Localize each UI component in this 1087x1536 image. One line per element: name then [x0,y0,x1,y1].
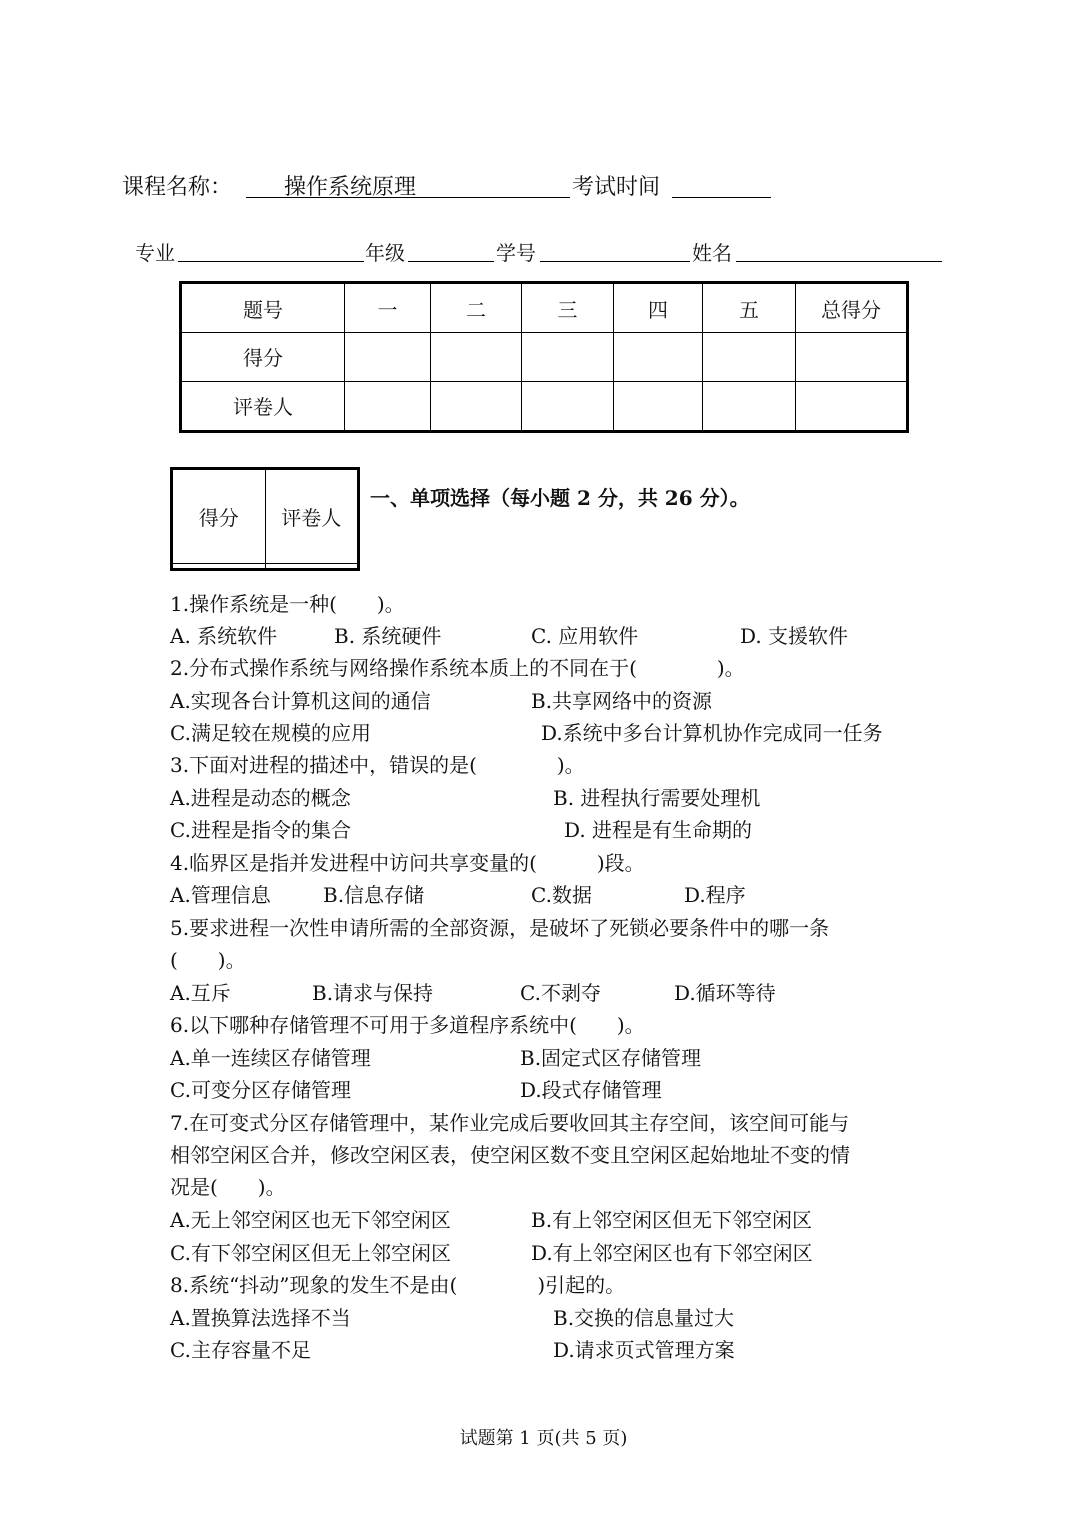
option-b: B. 进程执行需要处理机 [553,786,761,810]
question-stem: 7.在可变式分区存储管理中，某作业完成后要收回其主存空间，该空间可能与 [170,1111,850,1135]
option-d: D.循环等待 [674,981,776,1005]
table-header: 四 [614,283,703,333]
course-name-field [246,170,570,198]
option-b: B.信息存储 [323,883,425,907]
section-score-label: 得分 [172,469,266,564]
question-stem-cont: 相邻空闲区合并，修改空闲区表，使空闲区数不变且空闲区起始地址不变的情 [170,1143,850,1167]
option-c: C.数据 [531,883,592,907]
section-score-table [170,467,360,571]
student-id-blank [540,237,690,262]
option-d: D.系统中多台计算机协作完成同一任务 [541,721,883,745]
option-b: B.有上邻空闲区但无下邻空闲区 [531,1208,813,1232]
table-row [181,381,908,431]
option-a: A. 系统软件 [170,624,278,648]
option-a: A.单一连续区存储管理 [170,1046,371,1070]
table-header: 题号 [181,283,345,333]
row-label: 评卷人 [181,381,345,431]
table-header: 五 [703,283,796,333]
name-blank [736,237,942,262]
option-d: D.程序 [684,883,746,907]
table-header: 总得分 [796,283,908,333]
page-footer: 试题第 1 页(共 5 页) [459,1428,628,1449]
table-row [181,333,908,382]
score-table-header-row [181,283,908,333]
major-label: 专业 [135,241,175,265]
option-b: B.请求与保持 [312,981,434,1005]
question-stem: 3.下面对进程的描述中，错误的是( )。 [170,753,585,777]
option-d: D. 支援软件 [740,624,849,648]
grader-cell [522,381,614,431]
question-stem: 5.要求进程一次性申请所需的全部资源，是破坏了死锁必要条件中的哪一条 [170,916,830,940]
question-stem: 1.操作系统是一种( )。 [170,592,405,616]
section-title: 一、单项选择（每小题 2 分，共 26 分）。 [370,486,750,510]
grader-cell [703,381,796,431]
student-id-label: 学号 [496,241,536,265]
option-b: B. 系统硬件 [334,624,442,648]
grader-cell [431,381,522,431]
score-cell [703,333,796,382]
grade-blank [408,237,494,262]
question-stem: 8.系统“抖动”现象的发生不是由( )引起的。 [170,1273,626,1297]
option-c: C. 应用软件 [531,624,639,648]
option-a: A.实现各台计算机这间的通信 [170,689,431,713]
option-b: B.固定式区存储管理 [520,1046,702,1070]
score-table [179,281,909,433]
exam-time-blank [672,170,771,198]
question-stem: 6.以下哪种存储管理不可用于多道程序系统中( )。 [170,1013,645,1037]
grader-cell [614,381,703,431]
score-cell [345,333,431,382]
row-label: 得分 [181,333,345,382]
question-stem: 4.临界区是指并发进程中访问共享变量的( )段。 [170,851,645,875]
section-score-cell [172,563,266,569]
section-grader-cell [265,563,359,569]
option-a: A.互斥 [170,981,231,1005]
option-c: C.有下邻空闲区但无上邻空闲区 [170,1241,451,1265]
option-c: C.进程是指令的集合 [170,818,351,842]
option-d: D.段式存储管理 [520,1078,662,1102]
option-d: D.请求页式管理方案 [553,1338,735,1362]
option-b: B.共享网络中的资源 [531,689,713,713]
option-a: A.无上邻空闲区也无下邻空闲区 [170,1208,451,1232]
section-grader-label: 评卷人 [265,469,359,564]
table-header: 二 [431,283,522,333]
grade-label: 年级 [365,241,405,265]
question-stem: 2.分布式操作系统与网络操作系统本质上的不同在于( )。 [170,656,745,680]
course-name: 操作系统原理 [284,175,417,200]
exam-time-label: 考试时间 [572,175,661,200]
major-blank [178,237,364,262]
score-cell [796,333,908,382]
option-c: C.主存容量不足 [170,1338,311,1362]
option-b: B.交换的信息量过大 [553,1306,735,1330]
course-label: 课程名称： [122,175,233,200]
table-header: 一 [345,283,431,333]
option-c: C.可变分区存储管理 [170,1078,351,1102]
table-header: 三 [522,283,614,333]
score-cell [431,333,522,382]
option-a: A.管理信息 [170,883,271,907]
score-cell [614,333,703,382]
option-d: D. 进程是有生命期的 [564,818,753,842]
option-a: A.进程是动态的概念 [170,786,351,810]
option-a: A.置换算法选择不当 [170,1306,351,1330]
score-cell [522,333,614,382]
option-d: D.有上邻空闲区也有下邻空闲区 [531,1241,813,1265]
grader-cell [796,381,908,431]
name-label: 姓名 [692,241,732,265]
grader-cell [345,381,431,431]
question-stem-cont: ( )。 [170,948,246,972]
option-c: C.不剥夺 [520,981,601,1005]
option-c: C.满足较在规模的应用 [170,721,371,745]
question-stem-cont: 况是( )。 [170,1175,286,1199]
